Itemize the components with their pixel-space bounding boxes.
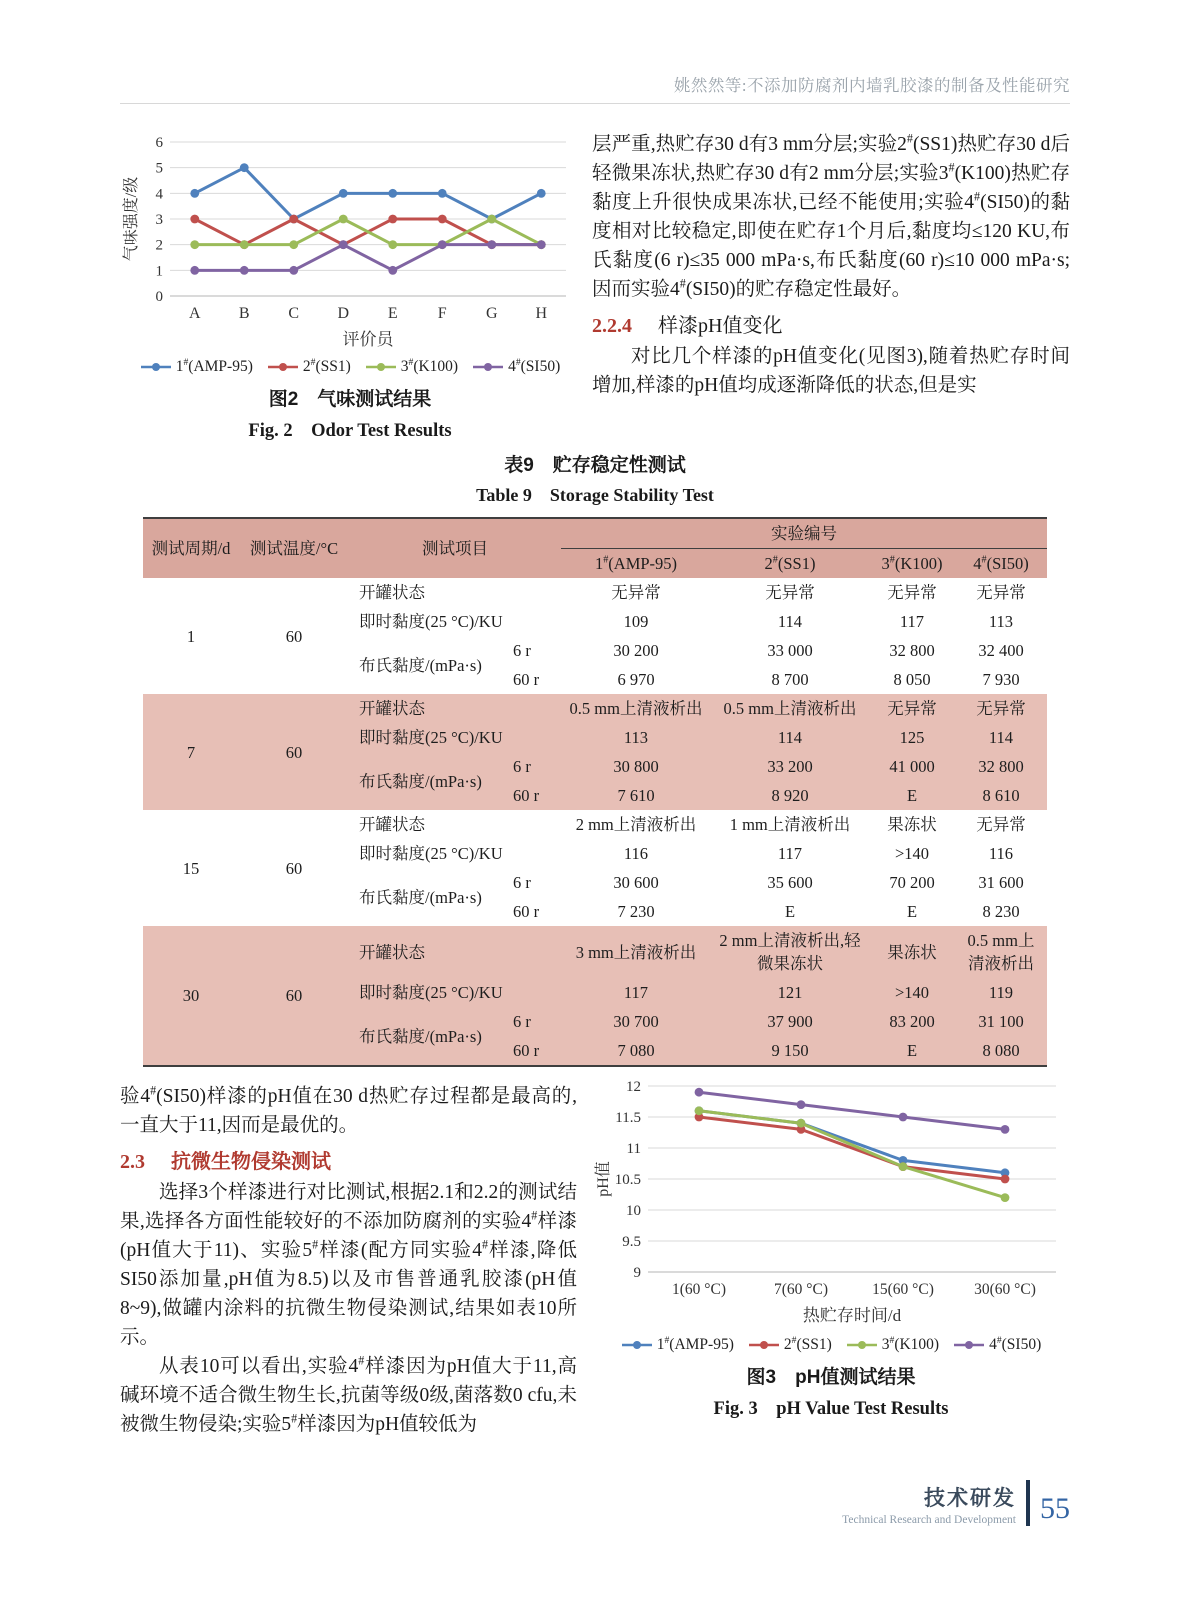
figure-2-caption-cn: 图2 气味测试结果: [268, 389, 432, 410]
section-2-3: [120, 1082, 577, 1439]
legend-swatch-icon: [621, 1339, 653, 1351]
table-cell: 开罐状态: [349, 694, 561, 723]
svg-text:气味强度/级: 气味强度/级: [123, 176, 140, 262]
legend-swatch-icon: [365, 361, 397, 373]
legend-label: 4#(SI50): [508, 356, 561, 375]
svg-text:pH值: pH值: [595, 1161, 612, 1197]
figure-3-caption: [592, 1362, 1070, 1420]
table-cell: 121: [711, 978, 869, 1007]
table-cell: 3 mm上清液析出: [561, 926, 711, 978]
table-cell: E: [869, 781, 955, 810]
legend-swatch-icon: [846, 1339, 878, 1351]
table-row: [143, 926, 1047, 978]
svg-text:E: E: [387, 305, 398, 322]
table-cell: 117: [777, 844, 803, 863]
figure-3: [592, 1070, 1070, 1420]
svg-text:2: 2: [155, 237, 163, 254]
running-title: 姚然然等:不添加防腐剂内墙乳胶漆的制备及性能研究: [673, 76, 1070, 95]
legend-label: 1#(AMP-95): [175, 356, 253, 375]
table-cell: 无异常: [955, 694, 1047, 723]
svg-text:5: 5: [155, 160, 163, 177]
col-header-exp-1: 1#(AMP-95): [561, 549, 711, 579]
table-cell: 8 700: [771, 670, 809, 689]
paragraph-storage-discussion: 层严重,热贮存30 d有3 mm分层;实验2#(SS1)热贮存30 d后轻微果冻状,热贮存30 d有2 mm分层;实验3#(K100)热贮存黏度上升很快成果冻状,已经不能使用;实验4#(SI50)的黏度相对比较稳定,即使在贮存1个月后,黏度均≤120 KU,布氏黏度(6 r)≤35 000 mPa·s,布氏黏度(60 r)≤10 000 mPa·s;因而实验4#(SI50)的贮存稳定性最好。: [592, 131, 1071, 300]
table-head: [143, 518, 1047, 578]
line-chart-svg: [120, 130, 578, 358]
legend-item: [472, 356, 561, 375]
table-cell: 即时黏度(25 °C)/KU: [359, 844, 503, 863]
table-cell: 6 r: [507, 1007, 561, 1036]
section-heading-2-2-4: [592, 309, 1070, 338]
svg-text:G: G: [485, 305, 498, 322]
table-cell: 33 000: [767, 641, 813, 660]
table-row: [143, 810, 1047, 839]
table-cell: 无异常: [976, 815, 1026, 834]
bottom-row: [120, 1080, 1070, 1460]
svg-text:3: 3: [155, 212, 163, 228]
svg-text:6: 6: [155, 135, 163, 151]
footer-section-name: [842, 1482, 1016, 1526]
table-cell: 32 400: [978, 641, 1024, 660]
table-cell: 125: [869, 723, 955, 752]
table-cell: 8 080: [955, 1036, 1047, 1066]
legend-swatch-icon: [953, 1339, 985, 1351]
table-cell: 开罐状态: [359, 815, 425, 834]
table-cell: 7 230: [617, 902, 655, 921]
table-cell: 60 r: [507, 781, 561, 810]
table-cell: 33 200: [711, 752, 869, 781]
legend-label: 2#(SS1): [783, 1334, 832, 1353]
table-cell: 31 100: [955, 1007, 1047, 1036]
section-heading-2-3: [120, 1145, 577, 1174]
svg-text:9.5: 9.5: [622, 1234, 641, 1250]
table-cell: 114: [955, 723, 1047, 752]
line-chart-svg: [592, 1070, 1070, 1336]
top-row: [120, 128, 1070, 446]
table-cell: 9 150: [711, 1036, 869, 1066]
page-number: 55: [1040, 1492, 1070, 1525]
table-cell: 0.5 mm上清液析出: [955, 926, 1047, 978]
table-cell: >140: [869, 978, 955, 1007]
legend-label: 1#(AMP-95): [656, 1334, 734, 1353]
legend-label: 3#(K100): [881, 1334, 940, 1353]
svg-text:9: 9: [633, 1265, 641, 1281]
figure-2-caption-en: Fig. 2 Odor Test Results: [248, 421, 452, 441]
table-cell: 117: [899, 612, 925, 631]
table-cell: 即时黏度(25 °C)/KU: [359, 612, 503, 631]
svg-text:评价员: 评价员: [342, 330, 394, 349]
table-cell: 果冻状: [887, 815, 937, 834]
table-cell: 8 050: [893, 670, 931, 689]
odor-chart: [120, 130, 580, 358]
legend-item: [140, 356, 253, 375]
svg-text:15(60 °C): 15(60 °C): [872, 1281, 934, 1298]
table-cell: 无异常: [976, 583, 1026, 602]
paragraph-antimicrobial-setup: 选择3个样漆进行对比测试,根据2.1和2.2的测试结果,选择各方面性能较好的不添加防腐剂的实验4#样漆(pH值大于11)、实验5#样漆(配方同实验4#样漆,降低SI50添加量,pH值为8.5)以及市售普通乳胶漆(pH值8~9),做罐内涂料的抗微生物侵染测试,结果如表10所示。: [120, 1182, 577, 1348]
table-cell: 116: [988, 844, 1014, 863]
svg-text:1: 1: [155, 263, 163, 280]
header-rule: [120, 103, 1070, 104]
table-cell: 7 930: [982, 670, 1020, 689]
figure-2: [120, 130, 580, 442]
table-cell: 117: [561, 978, 711, 1007]
table-cell: 30 600: [613, 873, 659, 892]
legend-item: [953, 1334, 1042, 1353]
table-cell: 布氏黏度/(mPa·s): [349, 752, 507, 810]
svg-text:12: 12: [626, 1079, 641, 1095]
table-row: [143, 578, 1047, 607]
table-cell: 60 r: [507, 1036, 561, 1066]
table-cell: 8 230: [982, 902, 1020, 921]
table-cell: 37 900: [711, 1007, 869, 1036]
odor-chart-legend: [120, 356, 580, 375]
table-cell: 2 mm上清液析出: [575, 815, 697, 834]
legend-item: [267, 356, 351, 375]
table-cell: 114: [777, 612, 803, 631]
table-cell: 7: [143, 694, 239, 810]
table-9-section: [120, 450, 1070, 1067]
table-cell: 无异常: [611, 583, 661, 602]
ph-chart: [592, 1070, 1070, 1336]
table-cell: 60: [239, 694, 349, 810]
table-cell: 布氏黏度/(mPa·s): [359, 655, 482, 675]
legend-item: [846, 1334, 940, 1353]
legend-label: 2#(SS1): [302, 356, 351, 375]
table-cell: 30 800: [561, 752, 711, 781]
table-cell: 32 800: [889, 641, 935, 660]
svg-text:10: 10: [626, 1203, 641, 1219]
ph-chart-legend: [592, 1334, 1070, 1353]
table-cell: 119: [955, 978, 1047, 1007]
svg-text:7(60 °C): 7(60 °C): [774, 1281, 828, 1298]
table-cell: 35 600: [767, 873, 813, 892]
paragraph-ph-intro: 对比几个样漆的pH值变化(见图3),随着热贮存时间增加,样漆的pH值均成逐渐降低的状态,但是实: [592, 346, 1070, 396]
table-cell: 30 700: [561, 1007, 711, 1036]
table-cell: 6 r: [507, 752, 561, 781]
legend-swatch-icon: [472, 361, 504, 373]
table-cell: 116: [623, 844, 649, 863]
svg-text:B: B: [238, 305, 250, 322]
svg-text:热贮存时间/d: 热贮存时间/d: [802, 1306, 902, 1325]
table-cell: 15: [182, 858, 200, 878]
footer-divider-bar: [1026, 1480, 1030, 1526]
table-cell: 6 r: [513, 641, 531, 660]
table-cell: 32 800: [955, 752, 1047, 781]
col-header-temp: 测试温度/°C: [239, 518, 349, 578]
running-header: [120, 72, 1070, 104]
col-header-item: 测试项目: [349, 518, 561, 578]
table-cell: 果冻状: [869, 926, 955, 978]
table-cell: E: [906, 902, 918, 921]
svg-text:H: H: [535, 305, 548, 322]
table-cell: 8 920: [711, 781, 869, 810]
page-footer: [842, 1480, 1070, 1526]
legend-item: [748, 1334, 832, 1353]
table-cell: E: [869, 1036, 955, 1066]
table-cell: 60 r: [513, 902, 540, 921]
svg-text:F: F: [437, 305, 447, 322]
table-cell: 83 200: [869, 1007, 955, 1036]
legend-item: [621, 1334, 734, 1353]
table-cell: 60: [285, 858, 303, 878]
legend-swatch-icon: [748, 1339, 780, 1351]
col-header-exp-2: 2#(SS1): [711, 549, 869, 579]
svg-text:4: 4: [155, 186, 163, 203]
table-cell: 41 000: [869, 752, 955, 781]
paragraph-ph-conclusion: 验4#(SI50)样漆的pH值在30 d热贮存过程都是最高的,一直大于11,因而是最优的。: [120, 1083, 577, 1136]
svg-text:A: A: [188, 305, 201, 322]
table-body: [143, 578, 1047, 1066]
table-cell: 1: [186, 626, 196, 646]
table-row: [143, 694, 1047, 723]
svg-text:10.5: 10.5: [614, 1172, 641, 1188]
figure-3-caption-en: Fig. 3 pH Value Test Results: [713, 1399, 949, 1419]
table-cell: 7 080: [561, 1036, 711, 1066]
section-number: 2.3: [120, 1151, 145, 1173]
table-cell: 109: [623, 612, 649, 631]
legend-swatch-icon: [267, 361, 299, 373]
figure-3-caption-cn: 图3 pH值测试结果: [746, 1367, 916, 1388]
legend-label: 3#(K100): [400, 356, 459, 375]
svg-text:11.5: 11.5: [615, 1110, 641, 1126]
table-cell: 114: [711, 723, 869, 752]
table-cell: E: [784, 902, 796, 921]
footer-section-cn: 技术研发: [924, 1487, 1016, 1510]
table-cell: 无异常: [765, 583, 815, 602]
table-cell: 7 610: [561, 781, 711, 810]
table-cell: 31 600: [978, 873, 1024, 892]
storage-stability-table: [143, 517, 1047, 1067]
svg-text:1(60 °C): 1(60 °C): [672, 1281, 726, 1298]
footer-section-en: Technical Research and Development: [842, 1514, 1016, 1526]
table-cell: 布氏黏度/(mPa·s): [349, 1007, 507, 1066]
table-cell: 无异常: [869, 694, 955, 723]
table-cell: 1 mm上清液析出: [729, 815, 851, 834]
section-title: 抗微生物侵染测试: [171, 1151, 331, 1173]
svg-text:D: D: [337, 305, 350, 322]
col-header-group: 实验编号: [561, 518, 1047, 549]
table-cell: 60 r: [513, 670, 540, 689]
table-cell: 0.5 mm上清液析出: [561, 694, 711, 723]
legend-swatch-icon: [140, 361, 172, 373]
svg-text:C: C: [288, 305, 300, 322]
figure-2-caption: [120, 384, 580, 442]
table-cell: >140: [894, 844, 930, 863]
svg-text:11: 11: [626, 1141, 641, 1157]
col-header-exp-3: 3#(K100): [869, 549, 955, 579]
table-cell: 即时黏度(25 °C)/KU: [349, 723, 561, 752]
col-header-exp-4: 4#(SI50): [955, 549, 1047, 579]
table-cell: 开罐状态: [349, 926, 561, 978]
table-cell: 6 970: [617, 670, 655, 689]
table-9-title-cn: 表9 贮存稳定性测试: [504, 455, 686, 476]
table-cell: 30 200: [613, 641, 659, 660]
table-cell: 0.5 mm上清液析出: [711, 694, 869, 723]
table-cell: 8 610: [955, 781, 1047, 810]
table-cell: 2 mm上清液析出,轻微果冻状: [711, 926, 869, 978]
table-cell: 开罐状态: [359, 583, 425, 602]
legend-item: [365, 356, 459, 375]
svg-text:0: 0: [155, 289, 163, 305]
table-cell: 113: [988, 612, 1014, 631]
table-cell: 6 r: [513, 873, 531, 892]
table-cell: 113: [561, 723, 711, 752]
section-title: 样漆pH值变化: [658, 315, 783, 337]
table-cell: 60: [239, 926, 349, 1066]
section-number: 2.2.4: [592, 315, 632, 337]
section-2-2-3-continuation: [592, 130, 1070, 400]
table-cell: 无异常: [887, 583, 937, 602]
table-cell: 70 200: [889, 873, 935, 892]
table-9-title-en: Table 9 Storage Stability Test: [476, 485, 714, 505]
col-header-period: 测试周期/d: [143, 518, 239, 578]
table-cell: 30: [143, 926, 239, 1066]
table-cell: 60: [285, 626, 303, 646]
table-cell: 即时黏度(25 °C)/KU: [349, 978, 561, 1007]
legend-label: 4#(SI50): [989, 1334, 1042, 1353]
svg-text:30(60 °C): 30(60 °C): [974, 1281, 1036, 1298]
paragraph-antimicrobial-results: 从表10可以看出,实验4#样漆因为pH值大于11,高碱环境不适合微生物生长,抗菌等级0级,菌落数0 cfu,未被微生物侵染;实验5#样漆因为pH值较低为: [120, 1353, 577, 1435]
table-cell: 布氏黏度/(mPa·s): [359, 887, 482, 907]
